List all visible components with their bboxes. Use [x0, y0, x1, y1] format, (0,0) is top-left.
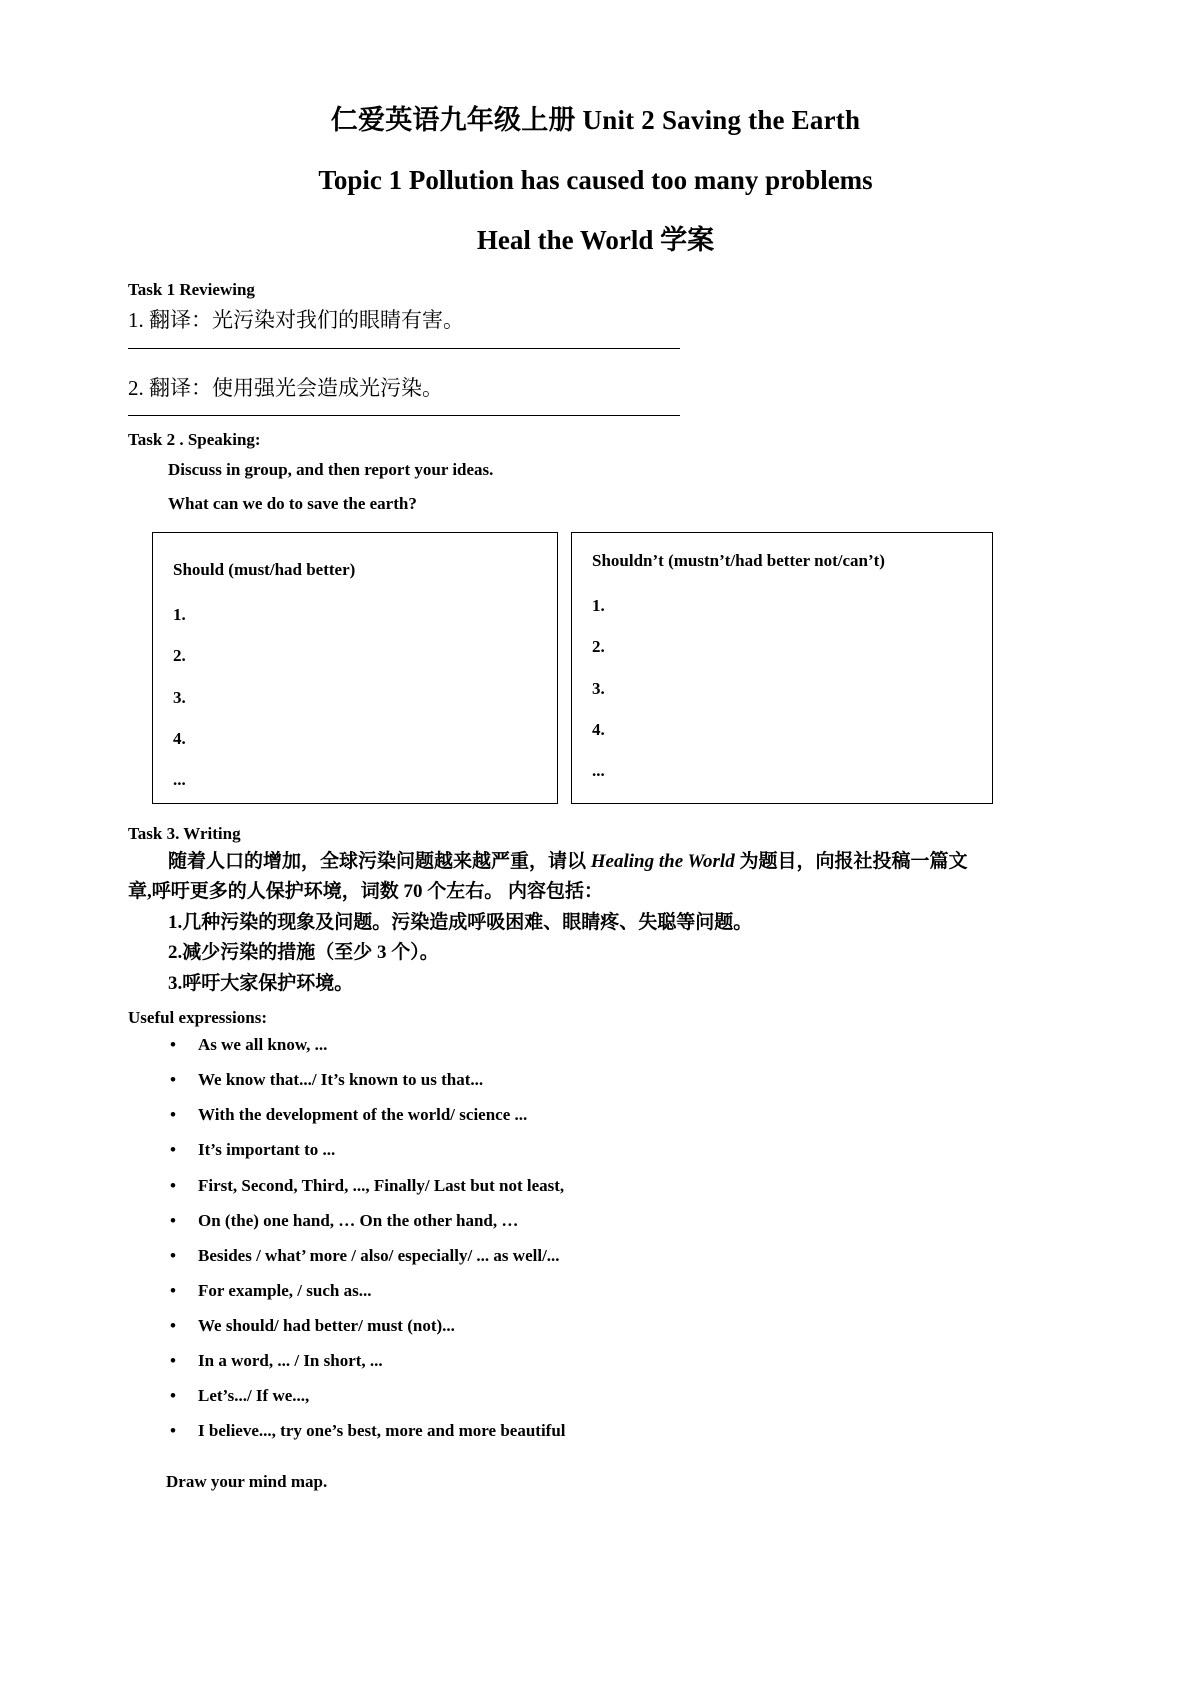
- title-block: [128, 104, 1063, 257]
- task-3-item: 3.呼吁大家保护环境。: [168, 972, 354, 994]
- list-item: [128, 1420, 1063, 1442]
- spacer: [128, 355, 1063, 373]
- task-1-section: [128, 279, 1063, 416]
- bullet-icon: •: [170, 1175, 176, 1195]
- shouldnt-box-item: ...: [592, 761, 605, 781]
- task-2-heading: Task 2 . Speaking:: [128, 430, 261, 450]
- task-1-item-1: 1. 翻译：光污染对我们的眼睛有害。: [128, 308, 464, 333]
- list-item: [128, 1175, 1063, 1197]
- list-item: [128, 1280, 1063, 1302]
- task-3-item: 1.几种污染的现象及问题。污染造成呼吸困难、眼睛疼、失聪等问题。: [168, 911, 753, 933]
- shouldnt-box-title: Shouldn’t (mustn’t/had better not/can’t): [592, 550, 885, 570]
- list-item-label: As we all know, ...: [198, 1035, 328, 1055]
- answer-boxes: [152, 532, 1063, 804]
- task-3-heading: Task 3. Writing: [128, 823, 241, 843]
- task-3-prompt: [128, 848, 1063, 877]
- bullet-icon: •: [170, 1280, 176, 1300]
- list-item-label: Let’s.../ If we...,: [198, 1386, 310, 1406]
- list-item: [128, 1139, 1063, 1161]
- task-2-instruction-2: What can we do to save the earth?: [168, 493, 417, 513]
- useful-expressions-list: [128, 1034, 1063, 1442]
- shouldnt-box-item: 4.: [592, 719, 605, 739]
- task-3-section: [128, 824, 1063, 999]
- task-2-section: [128, 430, 1063, 804]
- list-item-label: We should/ had better/ must (not)...: [198, 1315, 455, 1335]
- should-box-title: Should (must/had better): [173, 559, 356, 579]
- shouldnt-box[interactable]: [571, 532, 993, 804]
- shouldnt-box-item: 1.: [592, 595, 605, 615]
- should-box-item: 2.: [173, 646, 186, 666]
- list-item-label: I believe..., try one’s best, more and more beautiful: [198, 1421, 566, 1441]
- task-1-heading: Task 1 Reviewing: [128, 280, 255, 300]
- list-item-label: With the development of the world/ science ...: [198, 1105, 528, 1125]
- list-item-label: For example, / such as...: [198, 1280, 372, 1300]
- list-item: [128, 1385, 1063, 1407]
- list-item-label: We know that.../ It’s known to us that...: [198, 1070, 484, 1090]
- closing-instruction: Draw your mind map.: [166, 1472, 328, 1492]
- list-item: [128, 1069, 1063, 1091]
- shouldnt-box-item: 3.: [592, 678, 605, 698]
- task-3-item: 2.减少污染的措施（至少 3 个）。: [168, 942, 439, 964]
- bullet-icon: •: [170, 1351, 176, 1370]
- bullet-icon: •: [170, 1245, 176, 1265]
- useful-expressions-heading: Useful expressions:: [128, 1008, 267, 1028]
- should-box-item: 3.: [173, 687, 186, 707]
- should-box-item: 1.: [173, 604, 186, 624]
- task-1-item-2: 2. 翻译：使用强光会造成光污染。: [128, 375, 443, 400]
- shouldnt-box-item: 2.: [592, 637, 605, 657]
- list-item: [128, 1315, 1063, 1337]
- answer-line-2: [128, 415, 680, 416]
- bullet-icon: •: [170, 1210, 176, 1230]
- list-item-label: First, Second, Third, ..., Finally/ Last but not least,: [198, 1175, 565, 1195]
- list-item: [128, 1210, 1063, 1232]
- prompt-title-italic: Healing the World: [590, 850, 735, 872]
- list-item: [128, 1034, 1063, 1056]
- prompt-text-part-2: 为题目，向报社投稿一篇文: [734, 850, 968, 872]
- bullet-icon: •: [170, 1035, 176, 1055]
- list-item-label: On (the) one hand, … On the other hand, …: [198, 1210, 519, 1230]
- answer-line-1: [128, 348, 680, 349]
- list-item-label: Besides / what’ more / also/ especially/ ... as well/...: [198, 1245, 560, 1265]
- page-title: 仁爱英语九年级上册 Unit 2 Saving the Earth: [330, 105, 861, 135]
- list-item: [128, 1104, 1063, 1126]
- bullet-icon: •: [170, 1315, 176, 1335]
- useful-expressions-section: [128, 1008, 1063, 1442]
- list-item: [128, 1350, 1063, 1372]
- bullet-icon: •: [170, 1386, 176, 1406]
- bullet-icon: •: [170, 1421, 176, 1441]
- list-item: [128, 1245, 1063, 1267]
- list-item-label: In a word, ... / In short, ...: [198, 1351, 383, 1370]
- bullet-icon: •: [170, 1070, 176, 1090]
- page-subtitle-secondary: Heal the World 学案: [476, 224, 715, 255]
- prompt-text-part-1: 随着人口的增加，全球污染问题越来越严重，请以: [168, 850, 591, 872]
- bullet-icon: •: [170, 1105, 176, 1125]
- should-box-item: 4.: [173, 728, 186, 748]
- list-item-label: It’s important to ...: [198, 1140, 336, 1160]
- should-box-item: ...: [173, 770, 186, 790]
- page-subtitle: Topic 1 Pollution has caused too many problems: [318, 164, 873, 195]
- should-box[interactable]: [152, 532, 558, 804]
- task-3-prompt-line-2: 章,呼吁更多的人保护环境，词数 70 个左右。 内容包括：: [128, 881, 604, 903]
- bullet-icon: •: [170, 1140, 176, 1160]
- task-2-instruction-1: Discuss in group, and then report your ideas.: [168, 460, 494, 480]
